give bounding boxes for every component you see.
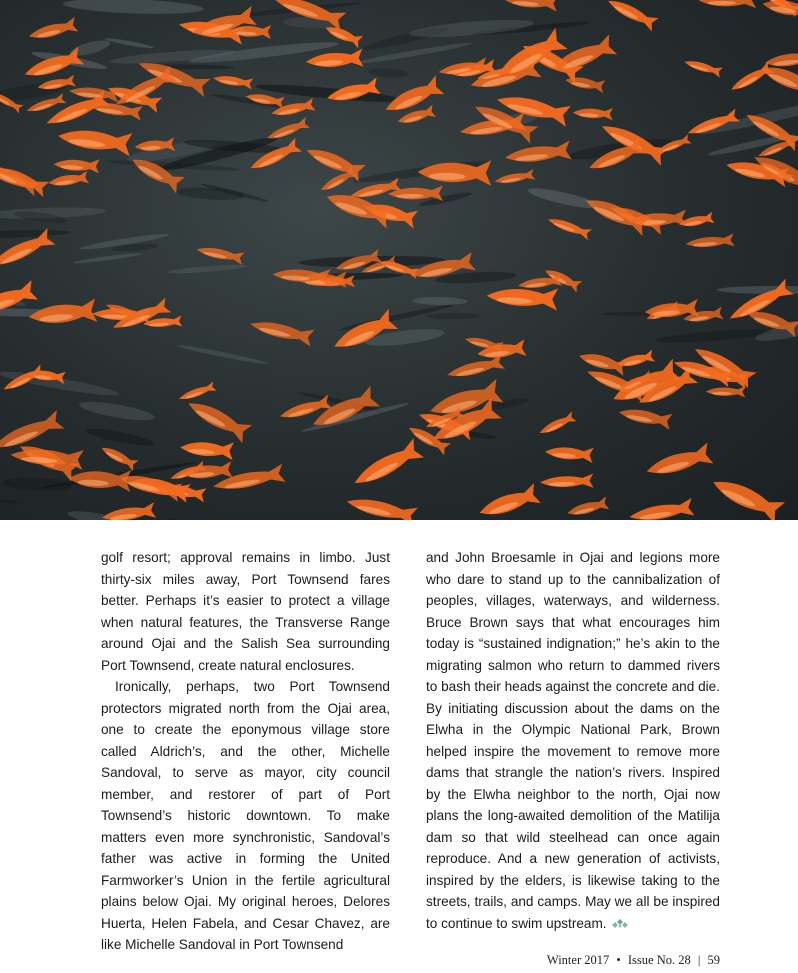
fish	[349, 438, 424, 493]
water-ripple	[104, 37, 154, 50]
fish	[303, 142, 366, 182]
water-ripple	[368, 67, 408, 78]
water-ripple	[526, 184, 599, 211]
leaf-cluster-icon	[612, 915, 628, 937]
fish	[699, 0, 756, 8]
fish	[761, 0, 798, 21]
paragraph: Ironically, perhaps, two Port Townsend protectors migrated north from the Ojai area, one to create the eponymous village store called Aldrich’s, and the other, Michelle Sandoval, to serve as mayor, city council member, and restorer of part of Port Townsend’s historic downtown. To make matters even more synchronistic, Sandoval’s father was active in forming the United Farmworker’s Union in the fertile agricultural plains below Ojai. My original heroes, Delores Huerta, Helen Fabela, and Cesar Chavez, are like Michelle Sandoval in Port Townsend	[101, 679, 390, 952]
fish	[706, 386, 746, 398]
divider: |	[697, 953, 701, 967]
fish	[0, 157, 41, 196]
water-ripple	[167, 263, 247, 275]
water-ripple	[0, 229, 71, 240]
article-left-column	[101, 547, 390, 956]
fish	[577, 348, 628, 376]
fish	[685, 233, 734, 250]
fish	[68, 467, 131, 492]
fish	[504, 141, 572, 168]
fish	[57, 124, 133, 156]
water-ripple	[63, 0, 204, 16]
fish	[27, 17, 78, 44]
fish	[546, 214, 592, 240]
water-ripple	[176, 343, 268, 366]
page-number: 59	[707, 953, 720, 967]
fish	[537, 411, 576, 438]
paragraph: golf resort; approval remains in limbo. Just thirty-six miles away, Port Townsend fares better. Perhaps it’s easier to protect a village when natural features, the Transverse Range around Ojai and the Salish Sea surrounding Port Townsend, create natural enclosures.	[101, 550, 390, 673]
fish	[330, 309, 398, 357]
bullet-separator: •	[616, 953, 621, 967]
water-ripple	[655, 327, 772, 345]
fish	[494, 169, 536, 187]
fish	[605, 0, 659, 31]
fish	[504, 0, 558, 11]
fish	[683, 57, 723, 78]
fish	[445, 354, 504, 382]
water-ripple	[425, 313, 479, 320]
paragraph-text: and John Broesamle in Ojai and legions more who dare to stand up to the cannibalization of peoples, villages, waterways, and wilderness. Bruce Brown says that what encourages him today is “sustained indignation;” he’s akin to the migrating salmon who return to dammed rivers to bash their heads against the concrete and die. By initiating discussion about the dams on the Elwha in the Olympic National Park, Brown helped inspire the movement to remove more dams that strangle the nation’s rivers. Inspired by the Elwha neighbor to the north, Ojai now plans the long-awaited demolition of the Matilija dam so that wild steelhead can once again reproduce. And a new generation of activists, inspired by the elders, is likewise taking to the streets, trails, and camps. May we all be inspired to continue to swim upstream.	[426, 550, 720, 931]
fish	[573, 106, 613, 120]
fish	[628, 498, 694, 520]
fish	[101, 502, 156, 520]
water-ripple	[78, 398, 156, 424]
water-ripple	[3, 476, 72, 492]
fish	[99, 443, 139, 472]
fish	[764, 48, 798, 70]
issue-date: Winter 2017	[546, 953, 610, 967]
fish	[177, 381, 216, 403]
fish	[47, 171, 89, 190]
page-footer	[547, 953, 720, 968]
fish	[549, 34, 617, 78]
fish	[728, 62, 774, 96]
fish	[305, 49, 363, 71]
fish	[566, 496, 610, 519]
paragraph	[426, 547, 720, 936]
fish	[345, 492, 418, 520]
fish	[476, 483, 541, 520]
fish	[544, 444, 593, 463]
fish	[618, 404, 673, 430]
water-ripple	[84, 425, 155, 448]
fish	[28, 298, 98, 328]
water-ripple	[408, 16, 534, 40]
issue-number: Issue No. 28	[627, 953, 691, 967]
fish	[644, 443, 714, 482]
water-ripple	[73, 252, 142, 265]
water-ripple	[0, 492, 27, 505]
water-ripple	[106, 158, 241, 172]
water-ripple	[412, 297, 467, 306]
fish	[53, 157, 99, 174]
fish	[184, 394, 252, 443]
fish	[486, 285, 558, 311]
fish	[180, 438, 234, 460]
fish	[212, 73, 253, 90]
fish	[248, 316, 314, 347]
water-ripple	[164, 515, 288, 520]
fish	[540, 474, 594, 490]
article-right-column	[426, 547, 720, 936]
fish	[708, 471, 785, 520]
fish	[195, 243, 244, 265]
